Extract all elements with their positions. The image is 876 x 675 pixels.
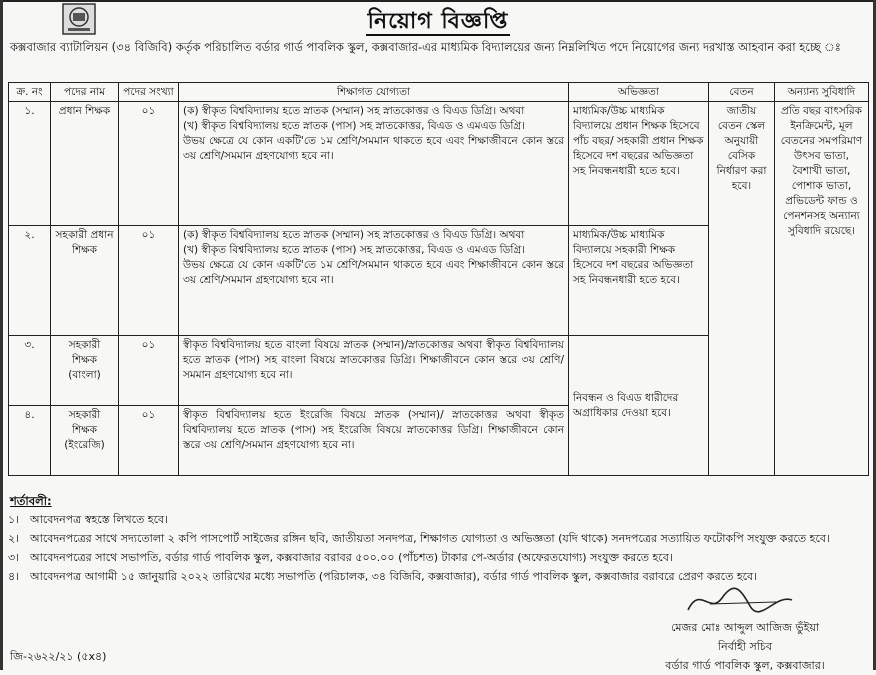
header-serial: ক্র. নং (9, 83, 51, 102)
term-text: আবেদনপত্র আগামী ১৫ জানুয়ারি ২০২২ তারিখের মধ্যে সভাপতি (পরিচালক, ৩৪ বিজিবি, কক্সবাজার), বর্ডার গার্ড পাবলিক স্কুল, কক্সবাজার বরাবরে প্রেরণ করতে হবে। (30, 570, 758, 583)
row-count: ০১ (119, 226, 179, 336)
terms-title: শর্তাবলী: (10, 494, 52, 508)
row-count: ০১ (119, 406, 179, 476)
row-education: স্বীকৃত বিশ্ববিদ্যালয় হতে বাংলা বিষয়ে স্নাতক (সম্মান)/স্নাতকোত্তর অথবা স্বীকৃত বিশ্ববিদ্যালয় হতে স্নাতক (পাস) সহ বাংলা বিষয়ে স্নাতকোত্তর ডিগ্রি। শিক্ষাজীবনে কোন স্তরে ৩য় শ্রেণি/সমমান গ্রহণযোগ্য হবে না। (179, 336, 569, 406)
row-experience-shared: নিবন্ধন ও বিএড ধারীদের অগ্রাধিকার দেওয়া হবে। (569, 336, 709, 476)
row-serial: ৩. (9, 336, 51, 406)
header-experience: অভিজ্ঞতা (569, 83, 709, 102)
row-count: ০১ (119, 102, 179, 226)
signatory-org: বর্ডার গার্ড পাবলিক স্কুল, কক্সবাজার। (665, 659, 825, 672)
row-serial: ১. (9, 102, 51, 226)
row-education: (ক) স্বীকৃত বিশ্ববিদ্যালয় হতে স্নাতক (সম্মান) সহ স্নাতকোত্তর ও বিএড ডিগ্রি। অথবা (খ) স্বীকৃত বিশ্ববিদ্যালয় হতে স্নাতক (পাস) সহ স্নাতকোত্তর, বিএড ও এমএড ডিগ্রি। উভয় ক্ষেত্রে যে কোন একটি'তে ১ম শ্রেণি/সমমান থাকতে হবে এবং শিক্ষাজীবনে কোন স্তরে ৩য় শ্রেণি/সমমান গ্রহণযোগ্য হবে না। (179, 226, 569, 336)
terms-list (8, 510, 868, 586)
header-post: পদের নাম (51, 83, 119, 102)
row-post: সহকারী শিক্ষক (ইংরেজি) (51, 406, 119, 476)
row-count: ০১ (119, 336, 179, 406)
left-border (0, 0, 3, 670)
term-number: ১। (8, 513, 20, 526)
signatory-name: মেজর মোঃ আব্দুল আজিজ ভুঁইয়া (670, 621, 820, 634)
term-text: আবেদনপত্র স্বহস্তে লিখতে হবে। (30, 513, 169, 526)
benefits-cell: প্রতি বছর বাৎসরিক ইনক্রিমেন্ট, মূল বেতনের সমপরিমাণ উৎসব ভাতা, বৈশাখী ভাতা, পোশাক ভাতা, প্রভিডেন্ট ফান্ড ও পেনশনসহ অন্যান্য সুবিধাদি রয়েছে। (775, 102, 869, 476)
list-item (8, 510, 868, 529)
header-benefits: অন্যান্য সুবিধাদি (775, 83, 869, 102)
row-experience: মাধ্যমিক/উচ্চ মাধ্যমিক বিদ্যালয়ে সহকারী শিক্ষক হিসেবে দশ বছরের অভিজ্ঞতা সহ নিবন্ধনধারী হতে হবে। (569, 226, 709, 336)
intro-text: কক্সবাজার ব্যাটালিয়ন (৩৪ বিজিবি) কর্তৃক পরিচালিত বর্ডার গার্ড পাবলিক স্কুল, কক্সবাজার-এর মাধ্যমিক বিদ্যালয়ের জন্য নিম্নলিখিত পদে নিয়োগের জন্য দরখাস্ত আহবান করা হচ্ছে ঃ (10, 40, 841, 54)
header-salary: বেতন (709, 83, 775, 102)
term-text: আবেদনপত্রের সাথে সভাপতি, বর্ডার গার্ড পাবলিক স্কুল, কক্সবাজার বরাবর ৫০০.০০ (পাঁচশত) টাকার পে-অর্ডার (অফেরতযোগ্য) সংযুক্ত করতে হবে। (30, 551, 673, 564)
table-row (9, 102, 869, 226)
list-item (8, 529, 868, 548)
jobs-table (8, 82, 869, 476)
term-number: ৩। (8, 551, 20, 564)
row-post: প্রধান শিক্ষক (51, 102, 119, 226)
row-education: স্বীকৃত বিশ্ববিদ্যালয় হতে ইংরেজি বিষয়ে স্নাতক (সম্মান)/ স্নাতকোত্তর অথবা স্বীকৃত বিশ্ববিদ্যালয় হতে স্নাতক (পাস) সহ ইংরেজি বিষয়ে স্নাতকোত্তর ডিগ্রি। শিক্ষাজীবনে কোন স্তরে ৩য় শ্রেণি/সমমান গ্রহণযোগ্য হবে না। (179, 406, 569, 476)
list-item (8, 548, 868, 567)
top-border (0, 0, 876, 2)
row-education: (ক) স্বীকৃত বিশ্ববিদ্যালয় হতে স্নাতক (সম্মান) সহ স্নাতকোত্তর ও বিএড ডিগ্রি। অথবা (খ) স্বীকৃত বিশ্ববিদ্যালয় হতে স্নাতক (পাস) সহ স্নাতকোত্তর, বিএড ও এমএড ডিগ্রি। উভয় ক্ষেত্রে যে কোন একটি'তে ১ম শ্রেণি/সমমান থাকতে হবে এবং শিক্ষাজীবনে কোন স্তরে ৩য় শ্রেণি/সমমান গ্রহণযোগ্য হবে না। (179, 102, 569, 226)
row-serial: ২. (9, 226, 51, 336)
page-title: নিয়োগ বিজ্ঞপ্তি (367, 9, 509, 34)
header-count: পদের সংখ্যা (119, 83, 179, 102)
signatory-block (620, 618, 870, 675)
table-header-row (9, 83, 869, 102)
row-post: সহকারী শিক্ষক (বাংলা) (51, 336, 119, 406)
term-number: ৪। (8, 570, 20, 583)
term-number: ২। (8, 532, 20, 545)
term-text: আবেদনপত্রের সাথে সদ্যতোলা ২ কপি পাসপোর্ট সাইজের রঙ্গিন ছবি, জাতীয়তা সনদপত্র, শিক্ষাগত যোগ্যতা ও অভিজ্ঞতা (যদি থাকে) সনদপত্রের সত্যায়িত ফটোকপি সংযুক্ত করতে হবে। (30, 532, 830, 545)
header-education: শিক্ষাগত যোগ্যতা (179, 83, 569, 102)
row-serial: ৪. (9, 406, 51, 476)
row-experience: মাধ্যমিক/উচ্চ মাধ্যমিক বিদ্যালয়ে প্রধান শিক্ষক হিসেবে পাঁচ বছর/ সহকারী প্রধান শিক্ষক হিসেবে দশ বছরের অভিজ্ঞতা সহ নিবন্ধনধারী হতে হবে। (569, 102, 709, 226)
signatory-designation: নির্বাহী সচিব (718, 640, 772, 653)
salary-cell: জাতীয় বেতন স্কেল অনুযায়ী বেসিক নির্ধারণ করা হবে। (709, 102, 775, 476)
signature-icon (680, 580, 800, 620)
row-post: সহকারী প্রধান শিক্ষক (51, 226, 119, 336)
reference-code: জি-২৬২২/২১ (৫x৪) (10, 650, 107, 663)
